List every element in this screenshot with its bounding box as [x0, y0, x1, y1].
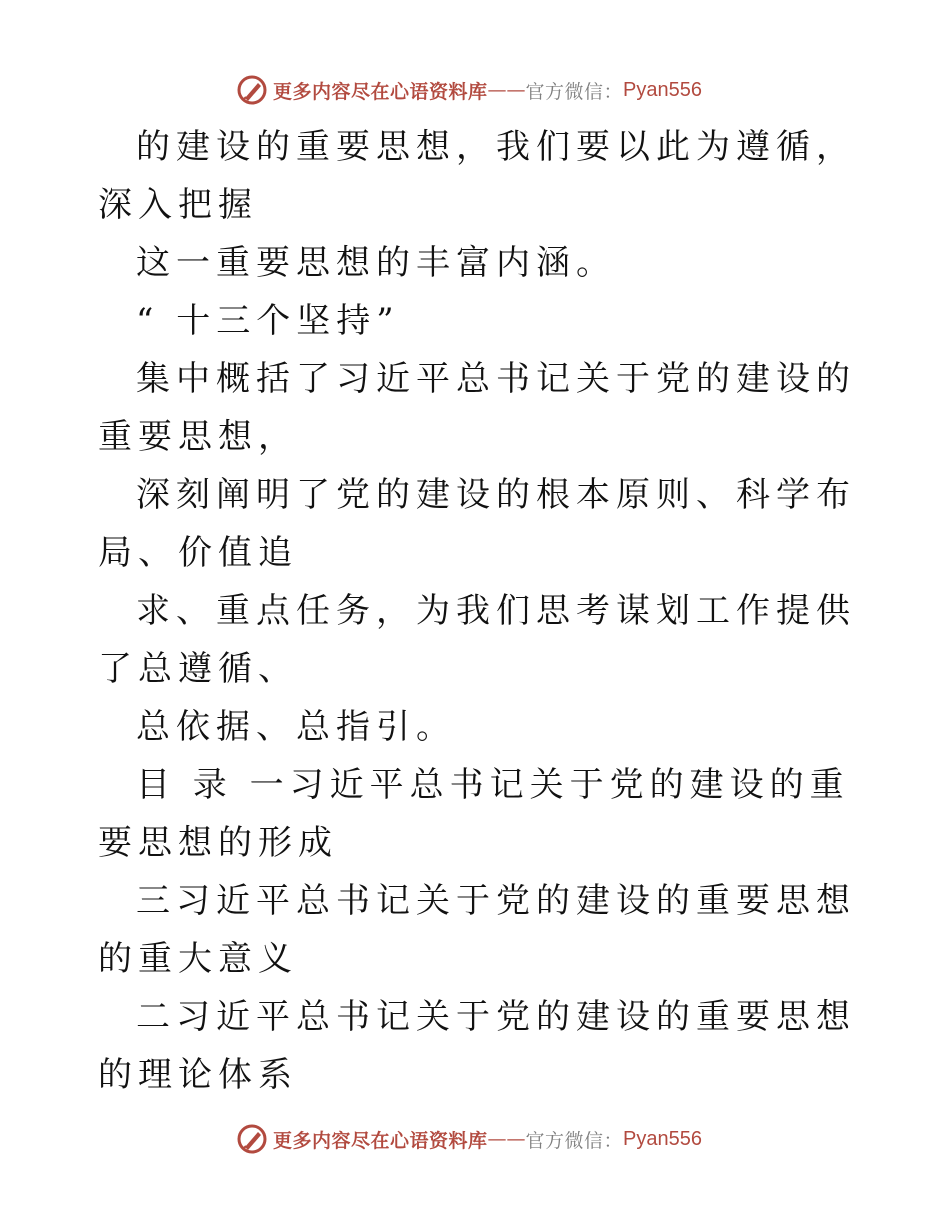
paragraph: 总依据、总指引。	[136, 707, 456, 747]
watermark-wechat-id: Pyan556	[623, 1127, 702, 1150]
paragraph: “ 十三个坚持”	[136, 301, 400, 341]
paragraph: 深刻阐明了党的建设的根本原则、科学布局、价值追	[98, 475, 856, 573]
paragraph: 的建设的重要思想，我们要以此为遵循，深入把握	[98, 127, 856, 225]
watermark-label: 官方微信：	[525, 80, 624, 103]
watermark-wechat-id: Pyan556	[623, 78, 702, 101]
watermark-site-name: 更多内容尽在心语资料库	[273, 1129, 488, 1152]
watermark-label: 官方微信：	[525, 1129, 624, 1152]
paragraph: 集中概括了习近平总书记关于党的建设的重要思想，	[98, 359, 856, 457]
toc-item: 三习近平总书记关于党的建设的重要思想的重大意义	[98, 881, 856, 979]
document-body	[98, 118, 858, 1104]
header-watermark	[236, 73, 702, 107]
watermark-dash: ——	[487, 79, 526, 101]
watermark-dash: ——	[487, 1128, 526, 1150]
quill-pen-seal-icon	[236, 1123, 268, 1155]
paragraph: 这一重要思想的丰富内涵。	[136, 243, 616, 283]
watermark-site-name: 更多内容尽在心语资料库	[273, 80, 488, 103]
toc-heading-line: 目 录 一习近平总书记关于党的建设的重要思想的形成	[98, 765, 850, 863]
toc-item: 二习近平总书记关于党的建设的重要思想的理论体系	[98, 997, 856, 1095]
quill-pen-seal-icon	[236, 74, 268, 106]
footer-watermark	[236, 1122, 702, 1156]
paragraph: 求、重点任务，为我们思考谋划工作提供了总遵循、	[98, 591, 856, 689]
